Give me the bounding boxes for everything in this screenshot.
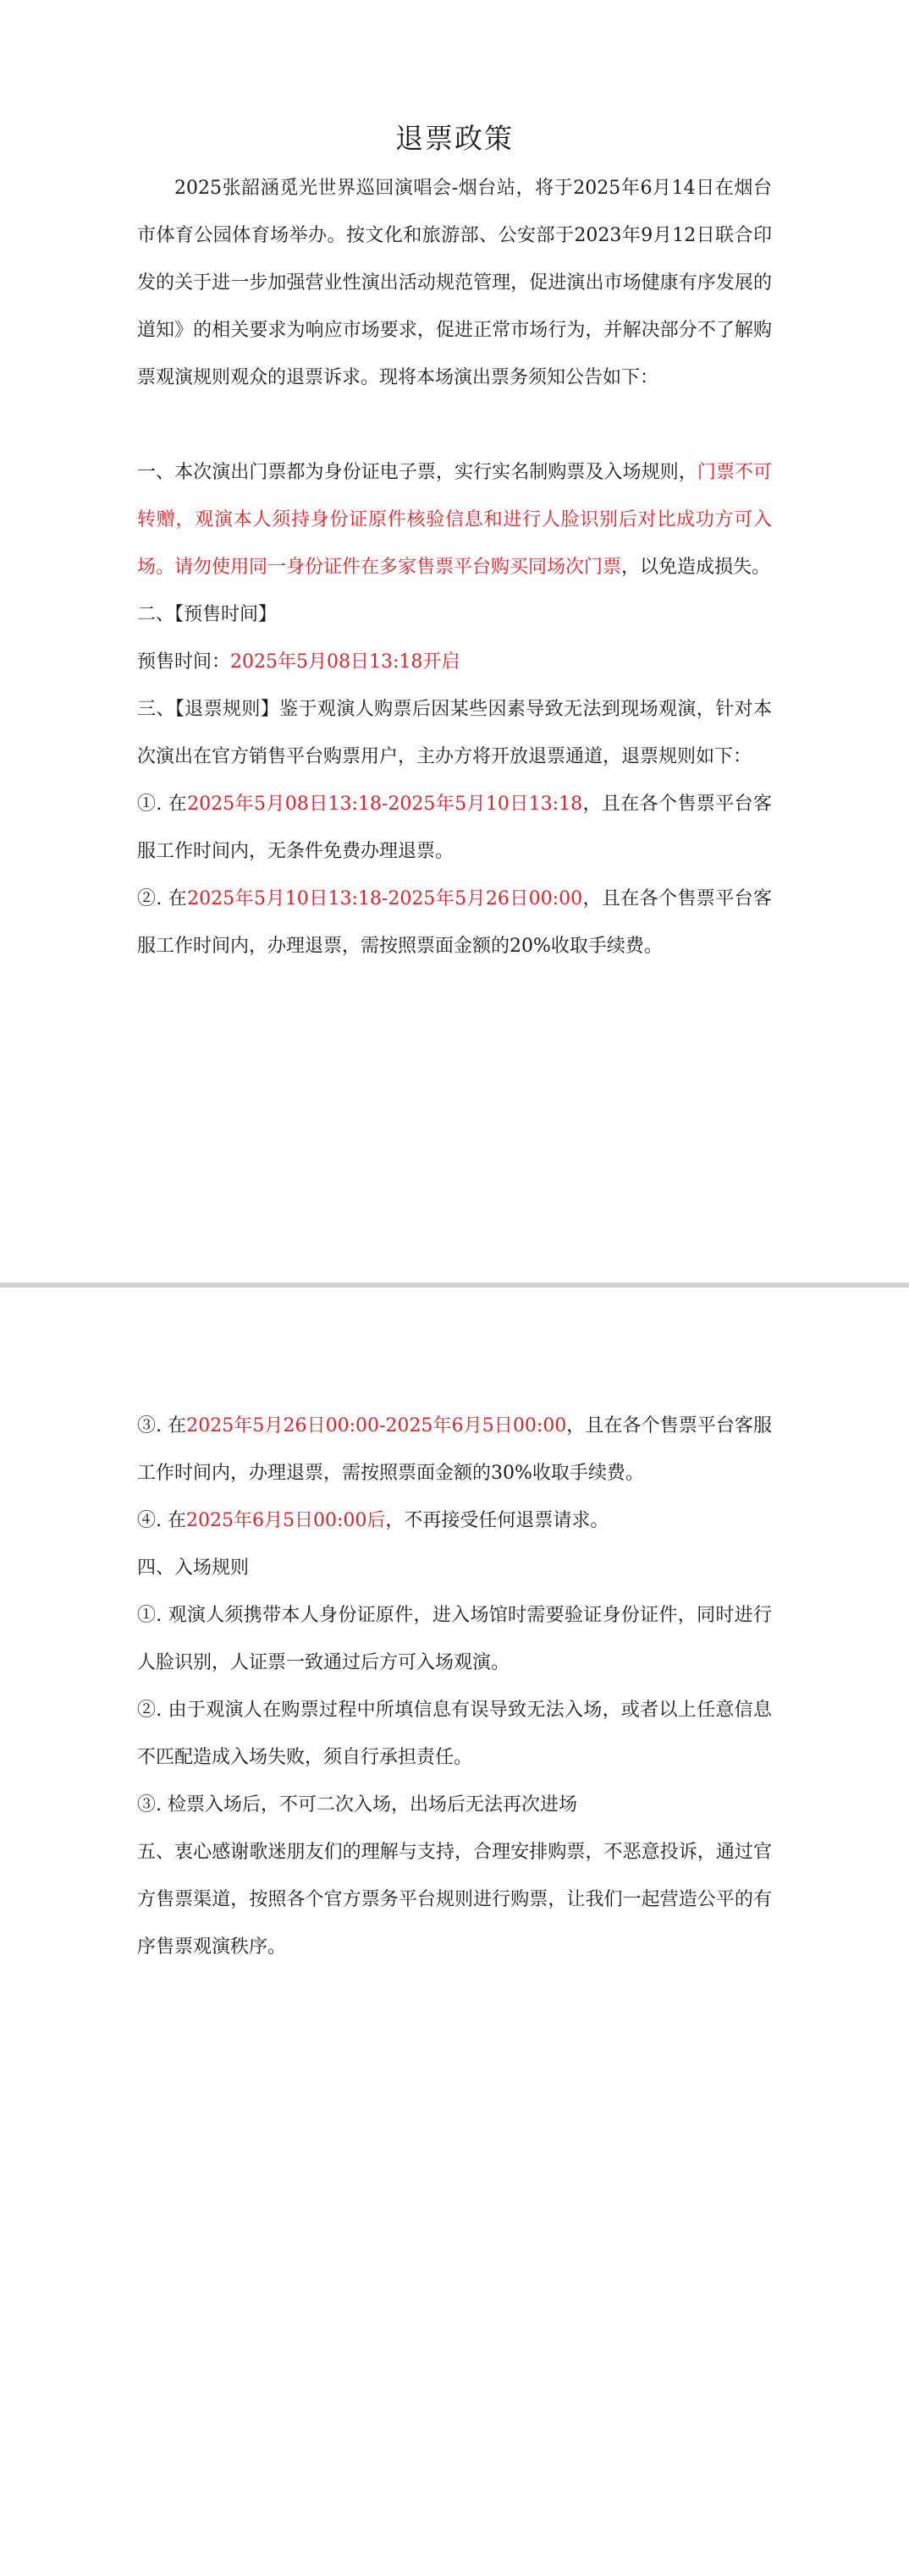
rule-4-deadline: 2025年6月5日00:00后 — [186, 1510, 386, 1531]
refund-rule-1 — [137, 781, 772, 876]
paragraph-gap — [137, 402, 772, 449]
entry-rule-2: ②. 由于观演人在购票过程中所填信息有误导致无法入场，或者以上任意信息不匹配造成入场失败，须自行承担责任。 — [137, 1700, 772, 1768]
section-1-highlight: 门票不可转赠，观演本人须持身份证原件核验信息和进行人脸识别后对比成功方可入场。请勿使用同一身份证件在多家售票平台购买同场次门票 — [137, 462, 772, 578]
rule-1-prefix: ①. 在 — [137, 794, 188, 815]
section-1-paragraph — [137, 449, 772, 591]
section-4-heading: 四、入场规则 — [137, 1557, 250, 1579]
rule-2-prefix: ②. 在 — [137, 888, 188, 909]
refund-rule-2 — [137, 876, 772, 970]
entry-rule-3: ③. 检票入场后，不可二次入场，出场后无法再次进场 — [137, 1794, 577, 1815]
section-1-suffix: ，以免造成损失。 — [621, 557, 771, 578]
refund-rule-3 — [137, 1403, 772, 1497]
rule-3-text: ，且在各个售票平台客服工作时间内，办理退票，需按照票面金额的30%收取手续费。 — [137, 1415, 772, 1484]
rule-2-text: ，且在各个售票平台客服工作时间内，办理退票，需按照票面金额的20%收取手续费。 — [137, 888, 772, 957]
rule-3-prefix: ③. 在 — [137, 1415, 187, 1436]
intro-paragraph: 2025张韶涵觅光世界巡回演唱会-烟台站，将于2025年6月14日在烟台市体育公园体育场举办。按文化和旅游部、公安部于2023年9月12日联合印发的关于进一步加强营业性演出活动规范管理，促进演出市场健康有序发展的道知》的相关要求为响应市场要求，促进正常市场行为，并解决部分不了解购票观演规则观众的退票诉求。现将本场演出票务须知公告如下： — [137, 178, 772, 388]
presale-time-line — [137, 639, 772, 686]
rule-3-period: 2025年5月26日00:00-2025年6月5日00:00 — [186, 1415, 567, 1436]
rule-1-text: ，且在各个售票平台客服工作时间内，无条件免费办理退票。 — [137, 794, 772, 862]
rule-4-text: ，不再接受任何退票请求。 — [385, 1510, 609, 1531]
presale-time-label: 预售时间： — [137, 651, 231, 673]
section-5-paragraph: 五、衷心感谢歌迷朋友们的理解与支持，合理安排购票，不恶意投诉，通过官方售票渠道，按照各个官方票务平台规则进行购票，让我们一起营造公平的有序售票观演秩序。 — [137, 1842, 772, 1958]
document-page-2 — [0, 1289, 909, 2576]
presale-time-value: 2025年5月08日13:18开启 — [230, 651, 460, 673]
page-title: 退票政策 — [395, 122, 514, 155]
rule-1-period: 2025年5月08日13:18-2025年5月10日13:18 — [187, 794, 583, 815]
rule-2-period: 2025年5月10日13:18-2025年5月26日00:00 — [187, 888, 583, 909]
refund-rule-4 — [137, 1497, 772, 1545]
section-2-heading: 二、【预售时间】 — [137, 604, 278, 625]
entry-rule-1: ①. 观演人须携带本人身份证原件，进入场馆时需要验证身份证件，同时进行人脸识别，人证票一致通过后方可入场观演。 — [137, 1605, 772, 1673]
page-separator — [0, 1283, 909, 1288]
section-1-text: 一、本次演出门票都为身份证电子票，实行实名制购票及入场规则， — [137, 462, 697, 483]
rule-4-prefix: ④. 在 — [137, 1510, 186, 1531]
document-page-1 — [0, 0, 909, 1284]
section-3-paragraph: 三、【退票规则】鉴于观演人购票后因某些因素导致无法到现场观演，针对本次演出在官方销售平台购票用户，主办方将开放退票通道，退票规则如下： — [137, 699, 772, 767]
